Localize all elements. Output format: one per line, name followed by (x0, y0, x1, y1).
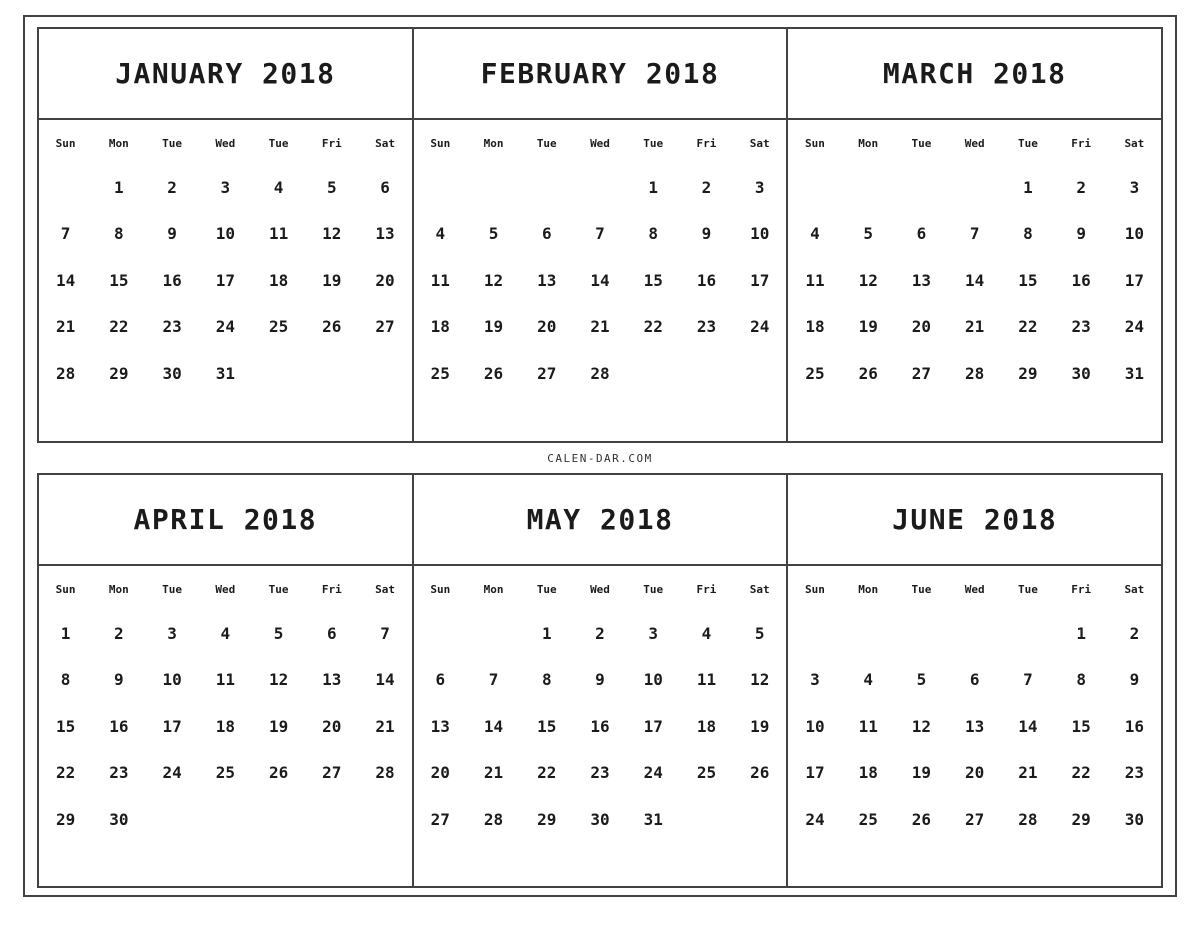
day-of-week-header: Sun (805, 582, 825, 596)
day-cell: 4 (220, 623, 231, 643)
day-cell: 21 (55, 317, 76, 337)
day-cell: 26 (750, 763, 770, 783)
day-of-week-header: Fri (321, 582, 342, 596)
day-cell: 14 (375, 670, 395, 690)
month-grid (788, 566, 1161, 886)
day-cell: 18 (858, 763, 878, 783)
day-cell: 30 (1124, 809, 1145, 829)
day-cell: 8 (541, 670, 552, 690)
day-cell: 30 (109, 809, 129, 829)
day-cell: 7 (1023, 670, 1033, 690)
day-cell: 14 (483, 716, 504, 736)
day-cell: 25 (430, 363, 450, 383)
day-cell: 28 (375, 763, 395, 783)
day-cell: 24 (1124, 317, 1145, 337)
day-cell: 3 (648, 623, 659, 643)
day-cell: 1 (1023, 177, 1033, 197)
day-cell: 5 (754, 623, 765, 643)
day-cell: 22 (109, 317, 129, 337)
day-of-week-header: Tue (268, 136, 289, 150)
day-cell: 10 (215, 224, 235, 244)
month-title: MAY 2018 (414, 475, 787, 566)
day-cell: 29 (55, 809, 76, 829)
day-cell: 31 (1124, 363, 1145, 383)
day-cell: 14 (965, 270, 985, 290)
day-cell: 20 (430, 763, 450, 783)
month-title: JUNE 2018 (788, 475, 1161, 566)
day-cell: 3 (810, 670, 820, 690)
day-cell: 4 (810, 224, 820, 244)
day-cell: 13 (911, 270, 932, 290)
day-cell: 2 (1076, 177, 1086, 197)
day-cell: 4 (701, 623, 712, 643)
day-cell: 24 (750, 317, 770, 337)
day-cell: 26 (268, 763, 289, 783)
day-of-week-header: Mon (483, 136, 504, 150)
day-cell: 30 (162, 363, 182, 383)
month-title: MARCH 2018 (788, 29, 1161, 120)
day-cell: 20 (322, 716, 342, 736)
day-cell: 27 (322, 763, 342, 783)
month-grid (414, 120, 787, 441)
day-cell: 7 (380, 623, 390, 643)
day-cell: 6 (435, 670, 446, 690)
day-cell: 28 (55, 363, 76, 383)
day-cell: 15 (109, 270, 129, 290)
day-cell: 7 (60, 224, 71, 244)
day-cell: 24 (215, 317, 235, 337)
day-cell: 1 (648, 177, 659, 197)
day-cell: 18 (268, 270, 289, 290)
day-cell: 13 (965, 716, 985, 736)
day-of-week-header: Sat (749, 582, 770, 596)
day-cell: 6 (541, 224, 552, 244)
day-cell: 4 (273, 177, 284, 197)
day-cell: 11 (805, 270, 825, 290)
day-of-week-header: Tue (536, 136, 557, 150)
day-cell: 30 (1071, 363, 1091, 383)
day-cell: 27 (537, 363, 557, 383)
day-of-week-header: Tue (643, 136, 664, 150)
site-watermark: CALEN-DAR.COM (547, 451, 653, 465)
day-cell: 22 (643, 317, 663, 337)
day-of-week-header: Wed (964, 136, 985, 150)
day-of-week-header: Fri (1071, 136, 1092, 150)
day-cell: 23 (590, 763, 610, 783)
day-cell: 9 (1129, 670, 1140, 690)
day-of-week-header: Fri (1071, 582, 1092, 596)
day-cell: 6 (380, 177, 390, 197)
day-cell: 12 (858, 270, 878, 290)
day-cell: 31 (215, 363, 235, 383)
day-cell: 14 (1018, 716, 1038, 736)
day-cell: 12 (483, 270, 504, 290)
day-of-week-header: Mon (858, 582, 879, 596)
day-of-week-header: Sun (805, 136, 825, 150)
day-cell: 26 (911, 809, 932, 829)
day-cell: 21 (483, 763, 504, 783)
day-cell: 15 (55, 716, 76, 736)
day-cell: 3 (167, 623, 177, 643)
day-of-week-header: Sun (430, 136, 451, 150)
day-cell: 2 (595, 623, 605, 643)
day-cell: 6 (326, 623, 337, 643)
day-of-week-header: Sat (375, 136, 395, 150)
day-cell: 18 (430, 317, 450, 337)
day-cell: 1 (60, 623, 71, 643)
day-cell: 12 (750, 670, 770, 690)
day-cell: 25 (268, 317, 289, 337)
day-cell: 9 (701, 224, 712, 244)
day-cell: 16 (162, 270, 182, 290)
day-cell: 5 (863, 224, 874, 244)
day-cell: 5 (326, 177, 337, 197)
day-cell: 21 (590, 317, 610, 337)
day-cell: 23 (1071, 317, 1091, 337)
day-cell: 3 (1129, 177, 1140, 197)
day-cell: 2 (114, 623, 124, 643)
day-cell: 12 (322, 224, 342, 244)
day-cell: 11 (215, 670, 235, 690)
day-of-week-header: Tue (1017, 582, 1038, 596)
day-cell: 6 (916, 224, 927, 244)
day-of-week-header: Wed (964, 582, 985, 596)
day-cell: 8 (60, 670, 71, 690)
day-cell: 16 (1124, 716, 1145, 736)
day-cell: 8 (114, 224, 124, 244)
day-cell: 7 (488, 670, 499, 690)
day-cell: 9 (167, 224, 177, 244)
month-grid (39, 566, 412, 886)
day-cell: 16 (590, 716, 610, 736)
day-cell: 26 (322, 317, 342, 337)
day-cell: 27 (430, 809, 450, 829)
day-cell: 14 (590, 270, 610, 290)
day-cell: 20 (911, 317, 932, 337)
day-cell: 27 (911, 363, 932, 383)
day-cell: 7 (969, 224, 980, 244)
day-cell: 20 (965, 763, 985, 783)
day-cell: 28 (483, 809, 504, 829)
day-cell: 11 (268, 224, 289, 244)
day-cell: 22 (1018, 317, 1038, 337)
day-cell: 27 (375, 317, 395, 337)
day-of-week-header: Mon (108, 582, 129, 596)
day-cell: 9 (1076, 224, 1086, 244)
day-cell: 6 (969, 670, 980, 690)
day-cell: 9 (595, 670, 605, 690)
day-cell: 13 (537, 270, 557, 290)
day-of-week-header: Mon (858, 136, 879, 150)
day-cell: 17 (750, 270, 770, 290)
day-cell: 21 (1018, 763, 1038, 783)
day-cell: 10 (805, 716, 825, 736)
month-panel-march-2018 (786, 29, 1161, 441)
bottom-months-block (37, 473, 1163, 888)
day-cell: 5 (488, 224, 499, 244)
day-cell: 14 (55, 270, 76, 290)
day-of-week-header: Wed (215, 136, 236, 150)
day-cell: 11 (696, 670, 717, 690)
day-cell: 26 (483, 363, 504, 383)
month-title: JANUARY 2018 (39, 29, 412, 120)
day-cell: 29 (537, 809, 557, 829)
day-cell: 2 (701, 177, 712, 197)
day-cell: 29 (109, 363, 129, 383)
month-title: FEBRUARY 2018 (414, 29, 787, 120)
day-of-week-header: Sat (1124, 136, 1145, 150)
day-cell: 21 (375, 716, 395, 736)
day-of-week-header: Tue (911, 136, 932, 150)
month-grid (788, 120, 1161, 441)
day-of-week-header: Wed (590, 136, 610, 150)
day-cell: 15 (537, 716, 557, 736)
month-panel-april-2018 (39, 475, 412, 886)
day-cell: 1 (541, 623, 552, 643)
day-cell: 17 (1124, 270, 1145, 290)
day-cell: 19 (322, 270, 342, 290)
day-of-week-header: Sun (55, 582, 76, 596)
day-of-week-header: Tue (643, 582, 664, 596)
day-cell: 8 (1076, 670, 1086, 690)
day-cell: 19 (750, 716, 770, 736)
day-cell: 9 (114, 670, 124, 690)
day-cell: 17 (805, 763, 825, 783)
month-panel-may-2018 (412, 475, 787, 886)
day-cell: 23 (696, 317, 717, 337)
day-cell: 2 (167, 177, 177, 197)
day-cell: 25 (215, 763, 235, 783)
day-cell: 10 (162, 670, 182, 690)
day-cell: 5 (916, 670, 927, 690)
day-cell: 2 (1129, 623, 1140, 643)
day-cell: 23 (109, 763, 129, 783)
day-cell: 1 (114, 177, 124, 197)
day-of-week-header: Sat (749, 136, 770, 150)
day-cell: 20 (375, 270, 395, 290)
day-cell: 15 (1071, 716, 1091, 736)
day-cell: 19 (911, 763, 932, 783)
day-of-week-header: Wed (590, 582, 610, 596)
day-cell: 22 (537, 763, 557, 783)
day-cell: 19 (268, 716, 289, 736)
day-of-week-header: Tue (911, 582, 932, 596)
day-cell: 5 (273, 623, 284, 643)
day-cell: 29 (1071, 809, 1091, 829)
day-cell: 16 (1071, 270, 1091, 290)
day-of-week-header: Sun (430, 582, 451, 596)
month-panel-june-2018 (786, 475, 1161, 886)
day-cell: 13 (322, 670, 342, 690)
day-cell: 29 (1018, 363, 1038, 383)
day-cell: 30 (590, 809, 610, 829)
month-title: APRIL 2018 (39, 475, 412, 566)
day-cell: 4 (435, 224, 446, 244)
day-of-week-header: Fri (696, 582, 717, 596)
day-cell: 8 (1023, 224, 1033, 244)
day-cell: 22 (1071, 763, 1091, 783)
day-cell: 28 (965, 363, 985, 383)
day-cell: 23 (162, 317, 182, 337)
day-cell: 19 (858, 317, 878, 337)
day-cell: 17 (643, 716, 663, 736)
day-cell: 28 (1018, 809, 1038, 829)
day-cell: 20 (537, 317, 557, 337)
day-cell: 31 (643, 809, 663, 829)
day-cell: 16 (109, 716, 129, 736)
day-cell: 21 (965, 317, 985, 337)
day-cell: 13 (375, 224, 395, 244)
day-cell: 18 (805, 317, 825, 337)
day-cell: 15 (1018, 270, 1038, 290)
day-cell: 4 (863, 670, 874, 690)
day-cell: 17 (162, 716, 182, 736)
day-of-week-header: Tue (268, 582, 289, 596)
day-of-week-header: Tue (536, 582, 557, 596)
day-cell: 18 (696, 716, 717, 736)
day-of-week-header: Tue (162, 582, 183, 596)
day-cell: 25 (858, 809, 878, 829)
day-cell: 24 (162, 763, 182, 783)
day-cell: 18 (215, 716, 235, 736)
month-grid (39, 120, 412, 441)
day-cell: 24 (805, 809, 825, 829)
day-cell: 26 (858, 363, 878, 383)
day-cell: 12 (268, 670, 289, 690)
day-cell: 16 (696, 270, 717, 290)
day-of-week-header: Mon (483, 582, 504, 596)
day-of-week-header: Fri (321, 136, 342, 150)
day-cell: 10 (1124, 224, 1145, 244)
day-cell: 12 (911, 716, 932, 736)
day-cell: 23 (1124, 763, 1145, 783)
day-of-week-header: Mon (108, 136, 129, 150)
day-cell: 22 (55, 763, 76, 783)
month-grid (414, 566, 787, 886)
day-cell: 10 (643, 670, 663, 690)
day-of-week-header: Sun (55, 136, 76, 150)
day-cell: 15 (643, 270, 663, 290)
day-cell: 8 (648, 224, 659, 244)
day-of-week-header: Wed (215, 582, 236, 596)
month-panel-january-2018 (39, 29, 412, 441)
day-cell: 11 (430, 270, 450, 290)
day-cell: 1 (1076, 623, 1086, 643)
day-cell: 13 (430, 716, 450, 736)
day-of-week-header: Sat (1124, 582, 1145, 596)
day-cell: 27 (965, 809, 985, 829)
day-cell: 17 (215, 270, 235, 290)
day-cell: 25 (696, 763, 717, 783)
day-cell: 24 (643, 763, 663, 783)
day-cell: 25 (805, 363, 825, 383)
day-cell: 19 (483, 317, 504, 337)
day-cell: 11 (858, 716, 878, 736)
month-panel-february-2018 (412, 29, 787, 441)
day-of-week-header: Fri (696, 136, 717, 150)
day-of-week-header: Sat (375, 582, 395, 596)
day-cell: 3 (220, 177, 231, 197)
day-cell: 10 (750, 224, 770, 244)
day-cell: 3 (754, 177, 765, 197)
top-months-block (37, 27, 1163, 443)
day-of-week-header: Tue (162, 136, 183, 150)
day-cell: 7 (595, 224, 605, 244)
day-of-week-header: Tue (1017, 136, 1038, 150)
day-cell: 28 (590, 363, 610, 383)
